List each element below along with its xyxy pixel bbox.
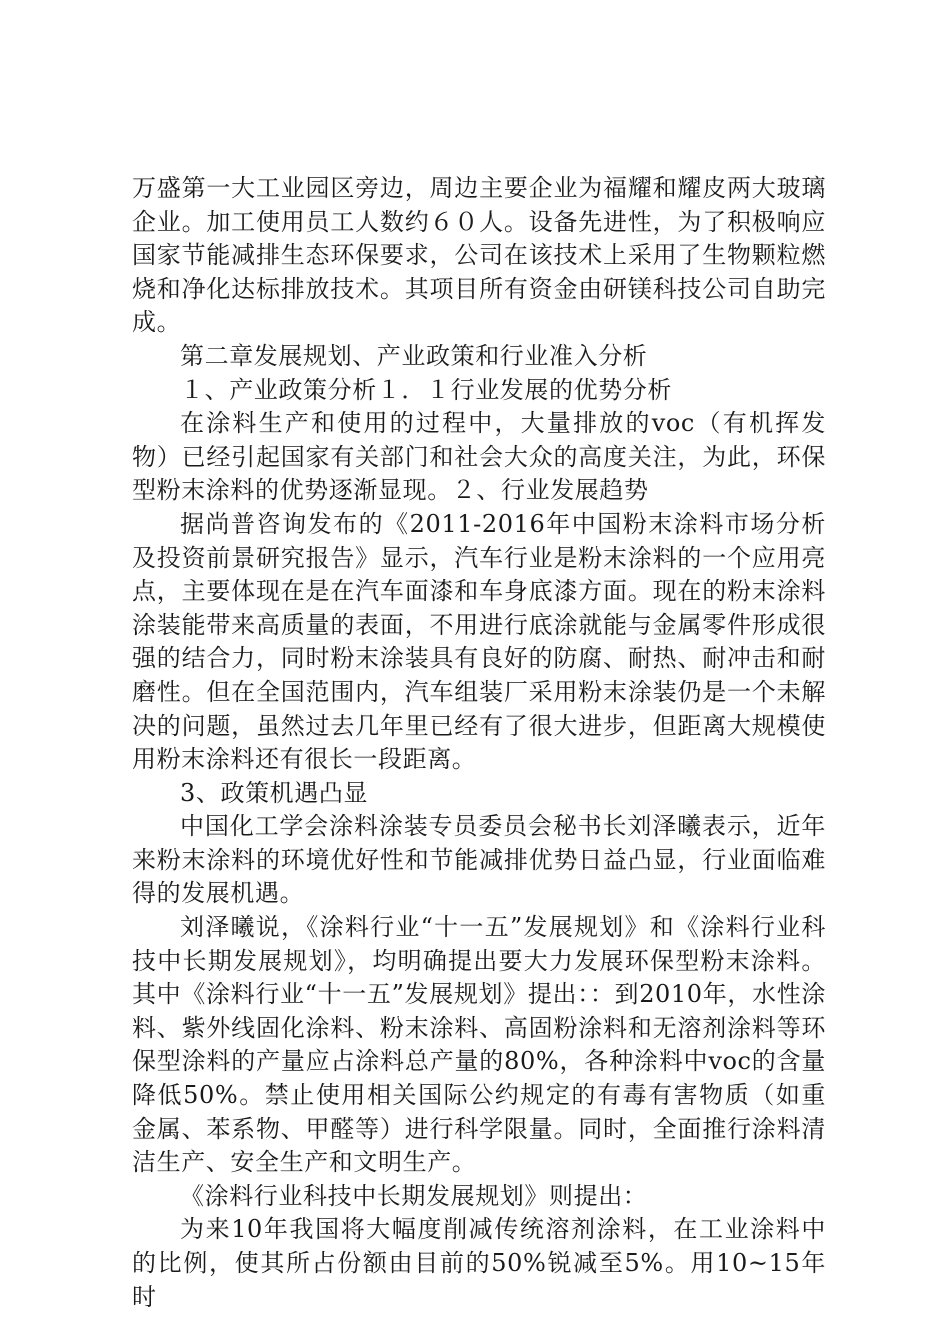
chapter-heading: 第二章发展规划、产业政策和行业准入分析 [180,341,648,370]
paragraph-committee: 中国化工学会涂料涂装专员委员会秘书长刘泽曦表示，近年来粉末涂料的环境优好性和节能减排优势日益凸显，行业面临难得的发展机遇。 [132,812,826,908]
paragraph-tech-plan: 《涂料行业科技中长期发展规划》则提出： [180,1181,648,1210]
section-heading-opportunity: 3、政策机遇凸显 [180,778,369,807]
paragraph-market-report: 据尚普咨询发布的《2011-2016年中国粉末涂料市场分析及投资前景研究报告》显示，汽车行业是粉末涂料的一个应用亮点，主要体现在是在汽车面漆和车身底漆方面。现在的粉末涂料涂装能带来高质量的表面，不用进行底涂就能与金属零件形成很强的结合力，同时粉末涂装具有良好的防腐、耐热、耐冲击和耐磨性。但在全国范围内，汽车组装厂采用粉末涂装仍是一个未解决的问题，虽然过去几年里已经有了很大进步，但距离大规模使用粉末涂料还有很长一段距离。 [132,509,826,774]
document-body [132,172,826,1314]
paragraph-voc: 在涂料生产和使用的过程中，大量排放的voc（有机挥发物）已经引起国家有关部门和社会大众的高度关注，为此，环保型粉末涂料的优势逐渐显现。２、行业发展趋势 [132,409,826,505]
section-heading-policy: １、产业政策分析１．１行业发展的优势分析 [180,375,672,404]
paragraph-plan: 刘泽曦说，《涂料行业“十一五”发展规划》和《涂料行业科技中长期发展规划》，均明确提出要大力发展环保型粉末涂料。其中《涂料行业“十一五”发展规划》提出：：到2010年，水性涂料、紫外线固化涂料、粉末涂料、高固粉涂料和无溶剂涂料等环保型涂料的产量应占涂料总产量的80%，各种涂料中voc的含量降低50%。禁止使用相关国际公约规定的有毒有害物质（如重金属、苯系物、甲醛等）进行科学限量。同时，全面推行涂料清洁生产、安全生产和文明生产。 [132,913,826,1177]
paragraph-future: 为来10年我国将大幅度削减传统溶剂涂料，在工业涂料中的比例，使其所占份额由目前的50%锐减至5%。用10~15年时 [132,1215,826,1311]
paragraph-industrial-park: 万盛第一大工业园区旁边，周边主要企业为福耀和耀皮两大玻璃企业。加工使用员工人数约６０人。设备先进性，为了积极响应国家节能减排生态环保要求，公司在该技术上采用了生物颗粒燃烧和净化达标排放技术。其项目所有资金由研镁科技公司自助完成。 [132,174,826,337]
